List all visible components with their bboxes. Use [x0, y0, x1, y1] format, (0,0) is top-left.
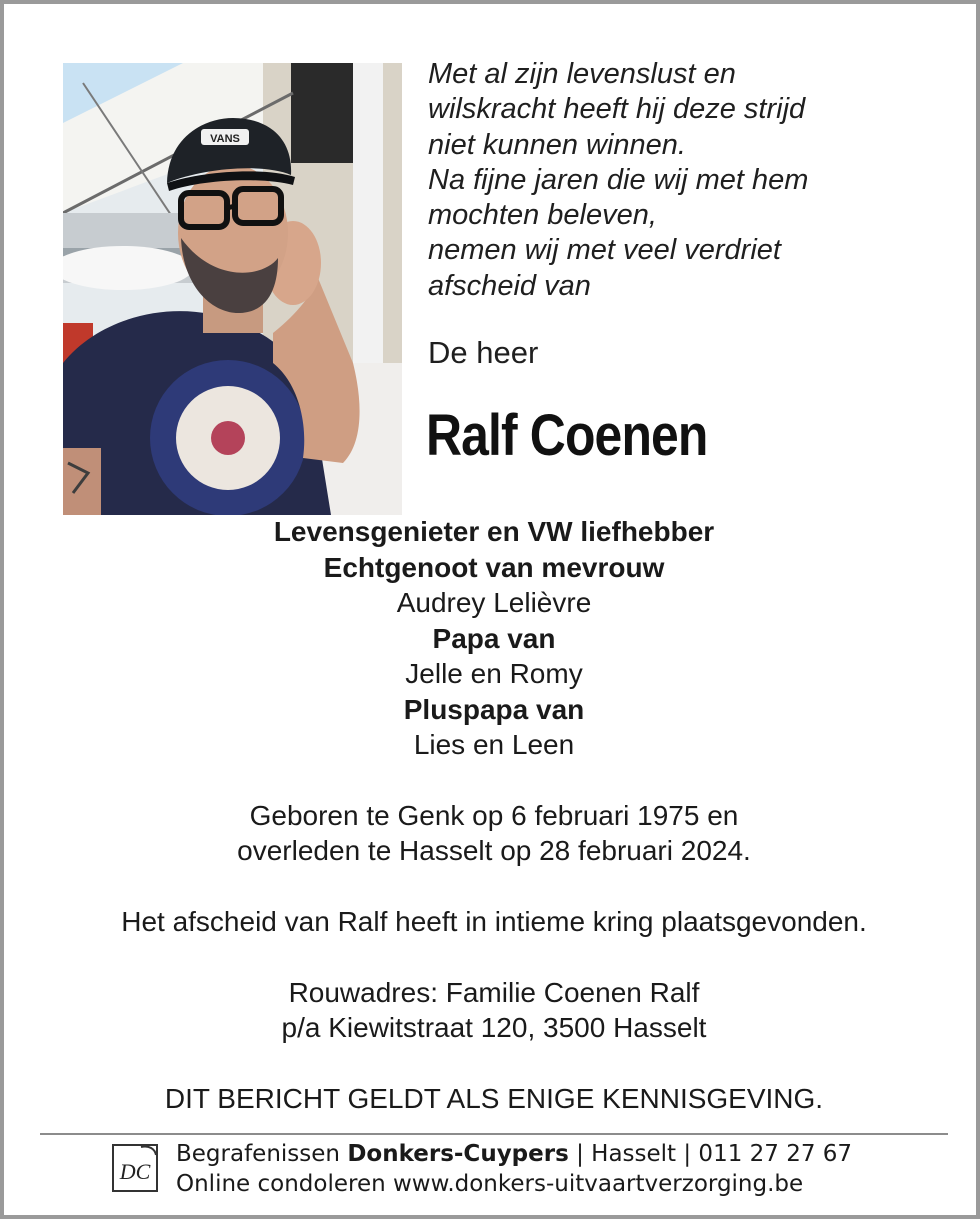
spouse-name: Audrey Lelièvre — [396, 587, 592, 618]
funeral-home-logo — [111, 1143, 159, 1193]
poem-line: niet kunnen winnen. — [428, 128, 686, 161]
stepchildren-names: Lies en Leen — [413, 729, 575, 760]
address-line-2: p/a Kiewitstraat 120, 3500 Hasselt — [281, 1012, 707, 1043]
footer-contact: | Hasselt | 011 27 27 67 — [568, 1141, 853, 1167]
poem-line: afscheid van — [428, 269, 591, 302]
poem-line: Met al zijn levenslust en — [428, 58, 736, 90]
tagline: Levensgenieter en VW liefhebber — [273, 516, 715, 547]
children-names: Jelle en Romy — [405, 658, 583, 689]
birth-line: Geboren te Genk op 6 februari 1975 en — [249, 800, 739, 831]
poem — [428, 57, 948, 304]
footer-line-2: Online condoleren www.donkers-uitvaartverzorging.be — [176, 1171, 804, 1197]
poem-line: wilskracht heeft hij deze strijd — [428, 93, 806, 126]
spouse-label: Echtgenoot van mevrouw — [323, 551, 665, 583]
poem-line: mochten beleven, — [428, 199, 657, 232]
honorific: De heer — [428, 335, 539, 370]
relations-block — [44, 514, 944, 763]
deceased-name: Ralf Coenen — [426, 403, 708, 468]
footer-text — [176, 1139, 852, 1199]
address-block — [44, 975, 944, 1045]
footer-line-1 — [176, 1139, 852, 1169]
children-label: Papa van — [432, 622, 556, 654]
footer-divider — [40, 1133, 948, 1135]
death-line: overleden te Hasselt op 28 februari 2024. — [237, 835, 751, 866]
portrait-photo — [63, 63, 402, 515]
logo-monogram: DC — [119, 1159, 151, 1184]
cap-logo-text: VANS — [210, 133, 240, 145]
address-line-1: Rouwadres: Familie Coenen Ralf — [288, 977, 700, 1008]
poem-line: nemen wij met veel verdriet — [428, 234, 781, 267]
dates-block — [44, 798, 944, 868]
funeral-home-name: Donkers-Cuypers — [347, 1141, 569, 1167]
notice-text: DIT BERICHT GELDT ALS ENIGE KENNISGEVING. — [164, 1083, 824, 1114]
footer-prefix: Begrafenissen — [176, 1141, 348, 1167]
stepchildren-label: Pluspapa van — [403, 693, 585, 725]
poem-line: Na fijne jaren die wij met hem — [428, 163, 809, 196]
portrait-illustration — [63, 63, 402, 515]
farewell-text: Het afscheid van Ralf heeft in intieme kring plaatsgevonden. — [121, 906, 867, 937]
